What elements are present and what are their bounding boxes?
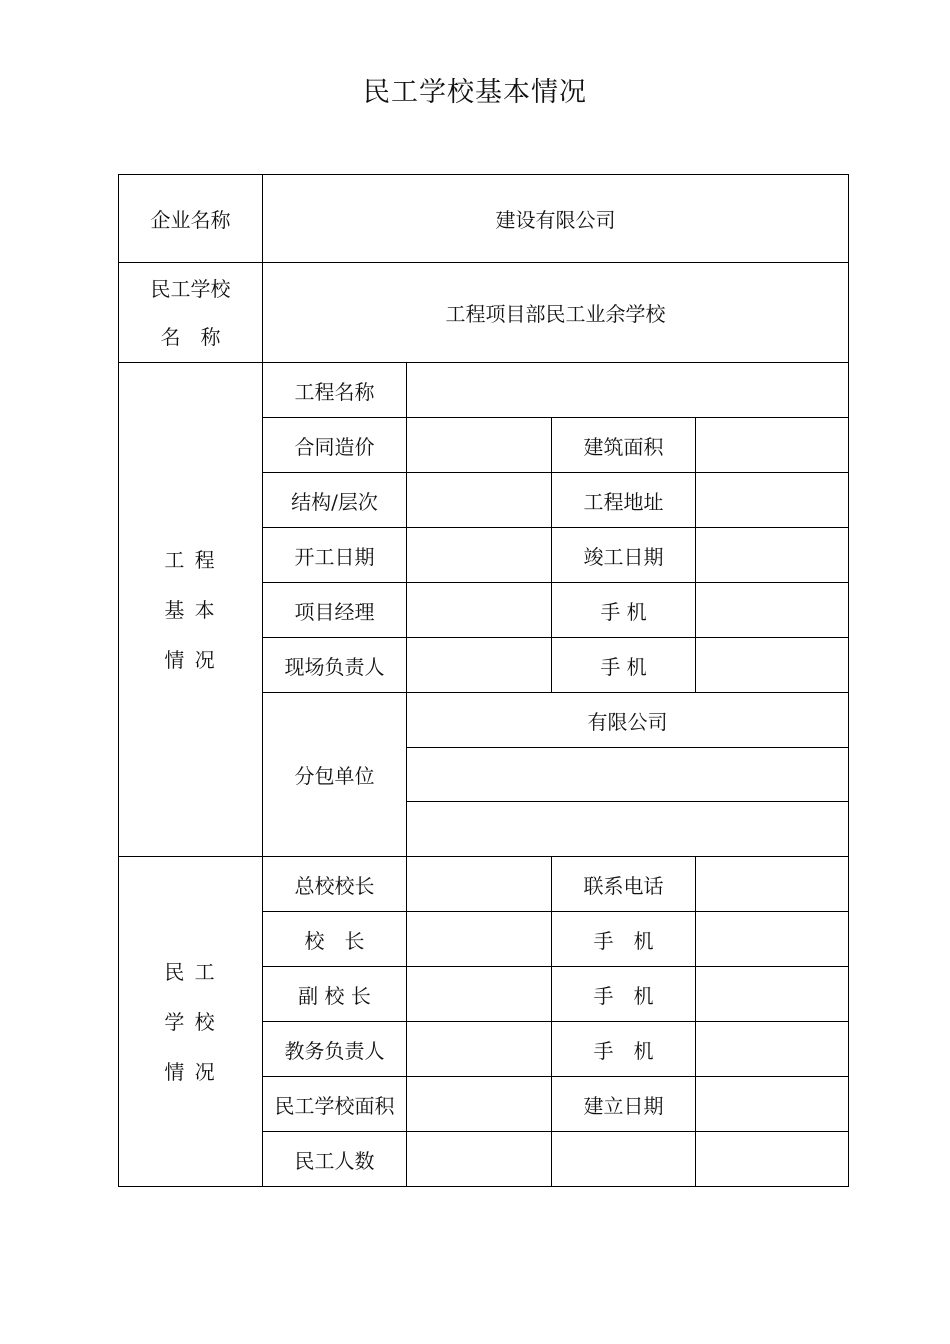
subcontractor-field-3[interactable]	[407, 802, 849, 857]
manager-phone-field[interactable]	[696, 583, 849, 638]
project-label-line3: 情 况	[164, 647, 217, 672]
school-name-label-line1: 民工学校	[150, 276, 231, 301]
academic-lead-field[interactable]	[407, 1022, 552, 1077]
contact-phone-label: 联系电话	[552, 857, 696, 912]
building-area-field[interactable]	[696, 418, 849, 473]
school-label-line2: 学 校	[164, 1009, 217, 1034]
project-name-field[interactable]	[407, 363, 849, 418]
principal-label: 校 长	[263, 912, 407, 967]
academic-lead-phone-field[interactable]	[696, 1022, 849, 1077]
address-field[interactable]	[696, 473, 849, 528]
blank-cell-b[interactable]	[696, 1132, 849, 1187]
project-label-line2: 基 本	[164, 597, 217, 622]
academic-lead-label: 教务负责人	[263, 1022, 407, 1077]
completion-date-field[interactable]	[696, 528, 849, 583]
head-principal-label: 总校校长	[263, 857, 407, 912]
school-area-field[interactable]	[407, 1077, 552, 1132]
principal-phone-label: 手 机	[552, 912, 696, 967]
principal-field[interactable]	[407, 912, 552, 967]
project-section-label	[119, 363, 263, 857]
company-name-label: 企业名称	[119, 175, 263, 263]
worker-count-label: 民工人数	[263, 1132, 407, 1187]
school-section-label	[119, 857, 263, 1187]
principal-phone-field[interactable]	[696, 912, 849, 967]
site-lead-label: 现场负责人	[263, 638, 407, 693]
school-label-line3: 情 况	[164, 1059, 217, 1084]
company-name-value[interactable]: 建设有限公司	[263, 175, 849, 263]
structure-field[interactable]	[407, 473, 552, 528]
school-label-line1: 民 工	[164, 959, 217, 984]
start-date-label: 开工日期	[263, 528, 407, 583]
established-date-label: 建立日期	[552, 1077, 696, 1132]
subcontractor-field-1[interactable]: 有限公司	[407, 693, 849, 748]
academic-lead-phone-label: 手 机	[552, 1022, 696, 1077]
vice-principal-label: 副 校 长	[263, 967, 407, 1022]
address-label: 工程地址	[552, 473, 696, 528]
vice-principal-phone-field[interactable]	[696, 967, 849, 1022]
subcontractor-field-2[interactable]	[407, 748, 849, 802]
start-date-field[interactable]	[407, 528, 552, 583]
manager-phone-label: 手 机	[552, 583, 696, 638]
vice-principal-phone-label: 手 机	[552, 967, 696, 1022]
project-name-label: 工程名称	[263, 363, 407, 418]
school-name-label-line2: 名 称	[160, 324, 221, 349]
site-lead-phone-field[interactable]	[696, 638, 849, 693]
worker-count-field[interactable]	[407, 1132, 552, 1187]
building-area-label: 建筑面积	[552, 418, 696, 473]
completion-date-label: 竣工日期	[552, 528, 696, 583]
vice-principal-field[interactable]	[407, 967, 552, 1022]
school-name-label	[119, 263, 263, 363]
site-lead-field[interactable]	[407, 638, 552, 693]
contact-phone-field[interactable]	[696, 857, 849, 912]
established-date-field[interactable]	[696, 1077, 849, 1132]
structure-label: 结构/层次	[263, 473, 407, 528]
page-title: 民工学校基本情况	[363, 77, 587, 108]
contract-price-field[interactable]	[407, 418, 552, 473]
info-form-table	[118, 174, 849, 1187]
manager-field[interactable]	[407, 583, 552, 638]
contract-price-label: 合同造价	[263, 418, 407, 473]
project-label-line1: 工 程	[164, 547, 217, 572]
school-area-label: 民工学校面积	[263, 1077, 407, 1132]
school-name-value[interactable]: 工程项目部民工业余学校	[263, 263, 849, 363]
subcontractor-label: 分包单位	[263, 693, 407, 857]
manager-label: 项目经理	[263, 583, 407, 638]
head-principal-field[interactable]	[407, 857, 552, 912]
site-lead-phone-label: 手 机	[552, 638, 696, 693]
blank-cell-a[interactable]	[552, 1132, 696, 1187]
